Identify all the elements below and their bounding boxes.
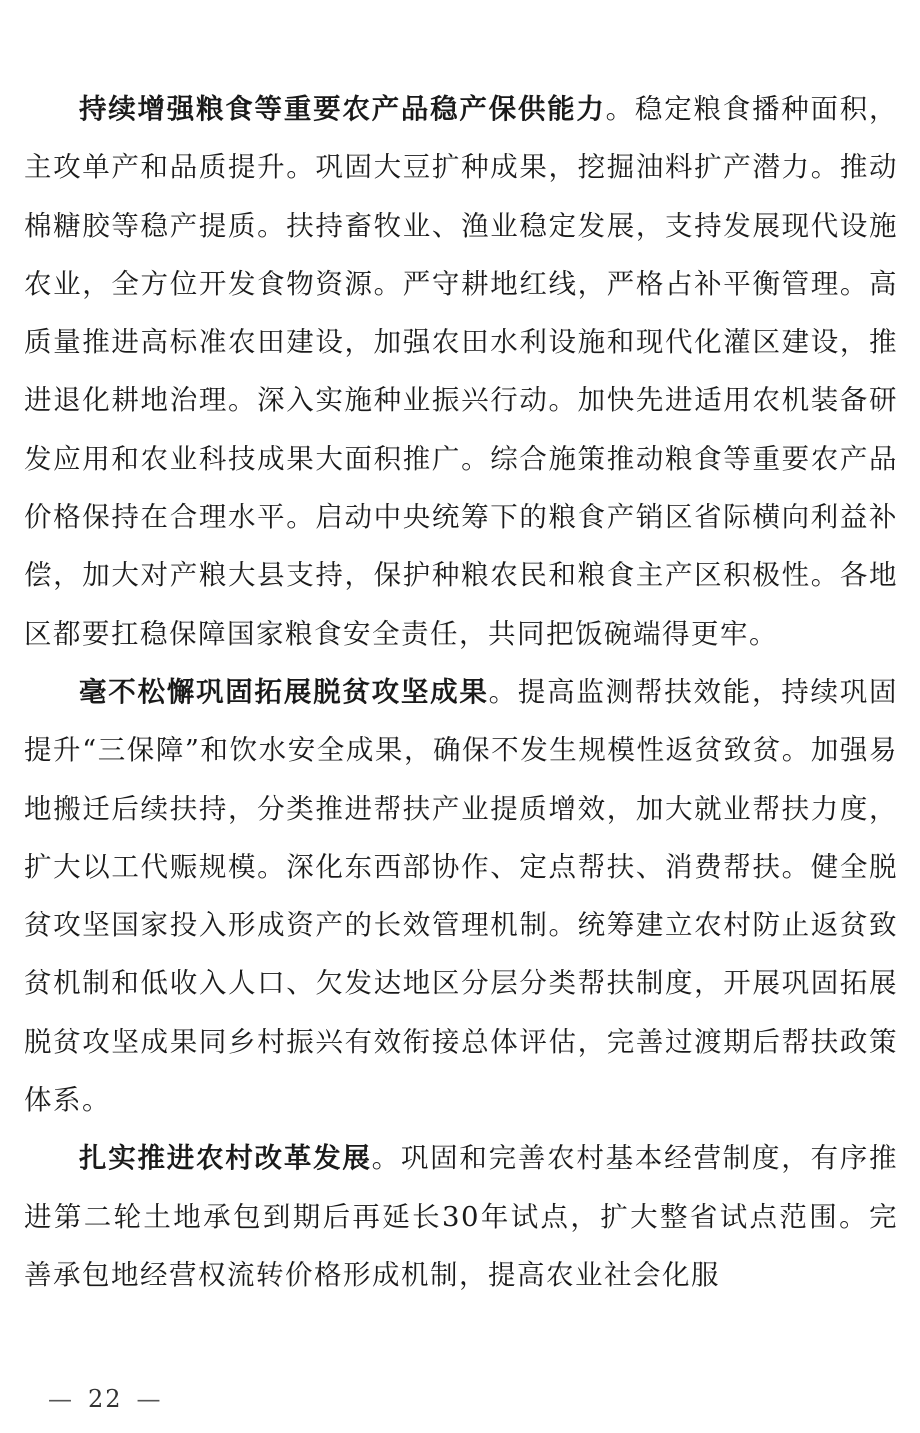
paragraph-body: 。稳定粮食播种面积，主攻单产和品质提升。巩固大豆扩种成果，挖掘油料扩产潜力。推动棉糖胶等稳产提质。扶持畜牧业、渔业稳定发展，支持发展现代设施农业，全方位开发食物资源。严守耕地红线，严格占补平衡管理。高质量推进高标准农田建设，加强农田水利设施和现代化灌区建设，推进退化耕地治理。深入实施种业振兴行动。加快先进适用农机装备研发应用和农业科技成果大面积推广。综合施策推动粮食等重要农产品价格保持在合理水平。启动中央统筹下的粮食产销区省际横向利益补偿，加大对产粮大县支持，保护种粮农民和粮食主产区积极性。各地区都要扛稳保障国家粮食安全责任，共同把饭碗端得更牢。 — [24, 93, 899, 650]
page-number: 22 — [88, 1385, 123, 1413]
paragraph-lead: 扎实推进农村改革发展 — [79, 1142, 372, 1175]
footer-dash-left: — — [48, 1385, 74, 1413]
paragraph-grain-security — [24, 80, 898, 663]
footer-dash-right: — — [136, 1385, 163, 1413]
paragraph-lead: 毫不松懈巩固拓展脱贫攻坚成果 — [79, 675, 489, 708]
page-footer — [48, 1385, 163, 1413]
paragraph-body: 。提高监测帮扶效能，持续巩固提升“三保障”和饮水安全成果，确保不发生规模性返贫致贫。加强易地搬迁后续扶持，分类推进帮扶产业提质增效，加大就业帮扶力度，扩大以工代赈规模。深化东西部协作、定点帮扶、消费帮扶。健全脱贫攻坚国家投入形成资产的长效管理机制。统筹建立农村防止返贫致贫机制和低收入人口、欠发达地区分层分类帮扶制度，开展巩固拓展脱贫攻坚成果同乡村振兴有效衔接总体评估，完善过渡期后帮扶政策体系。 — [24, 675, 899, 1117]
paragraph-poverty-alleviation — [24, 663, 898, 1129]
paragraph-lead: 持续增强粮食等重要农产品稳产保供能力 — [79, 93, 606, 125]
document-page — [24, 80, 898, 1304]
paragraph-body: 。巩固和完善农村基本经营制度，有序推进第二轮土地承包到期后再延长30年试点，扩大整省试点范围。完善承包地经营权流转价格形成机制，提高农业社会化服 — [24, 1142, 898, 1291]
paragraph-rural-reform — [24, 1129, 898, 1304]
